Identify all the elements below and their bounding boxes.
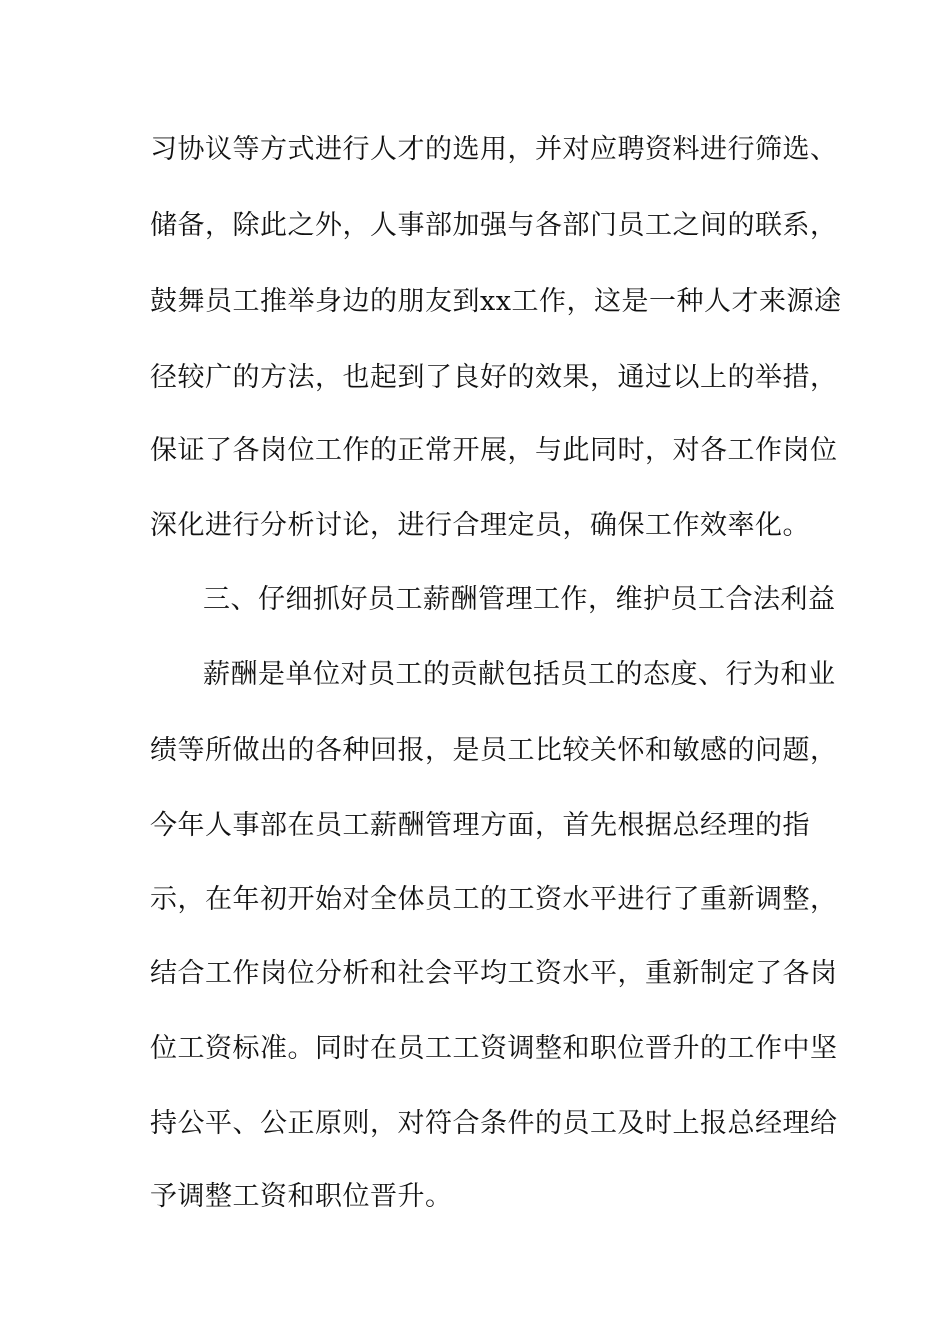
body-text-line: 示，在年初开始对全体员工的工资水平进行了重新调整，	[150, 884, 838, 915]
body-text-line: 位工资标准。同时在员工工资调整和职位晋升的工作中坚	[150, 1033, 838, 1064]
body-text-line: 习协议等方式进行人才的选用，并对应聘资料进行筛选、	[150, 134, 838, 165]
body-text-line: 径较广的方法，也起到了良好的效果，通过以上的举措，	[150, 362, 838, 393]
body-text-line: 绩等所做出的各种回报，是员工比较关怀和敏感的问题，	[150, 735, 838, 766]
body-text-line: 鼓舞员工推举身边的朋友到xx工作，这是一种人才来源途	[150, 286, 842, 317]
body-text-line: 结合工作岗位分析和社会平均工资水平，重新制定了各岗	[150, 958, 838, 989]
body-text-line: 储备，除此之外，人事部加强与各部门员工之间的联系，	[150, 210, 838, 241]
body-text-line: 予调整工资和职位晋升。	[150, 1181, 453, 1212]
section-heading: 三、仔细抓好员工薪酬管理工作，维护员工合法利益	[203, 584, 836, 615]
body-text-line: 深化进行分析讨论，进行合理定员，确保工作效率化。	[150, 510, 810, 541]
body-text-line: 持公平、公正原则，对符合条件的员工及时上报总经理给	[150, 1108, 838, 1139]
body-text-line: 保证了各岗位工作的正常开展，与此同时，对各工作岗位	[150, 435, 838, 466]
body-text-line: 今年人事部在员工薪酬管理方面，首先根据总经理的指	[150, 810, 810, 841]
body-text-line: 薪酬是单位对员工的贡献包括员工的态度、行为和业	[203, 659, 836, 690]
